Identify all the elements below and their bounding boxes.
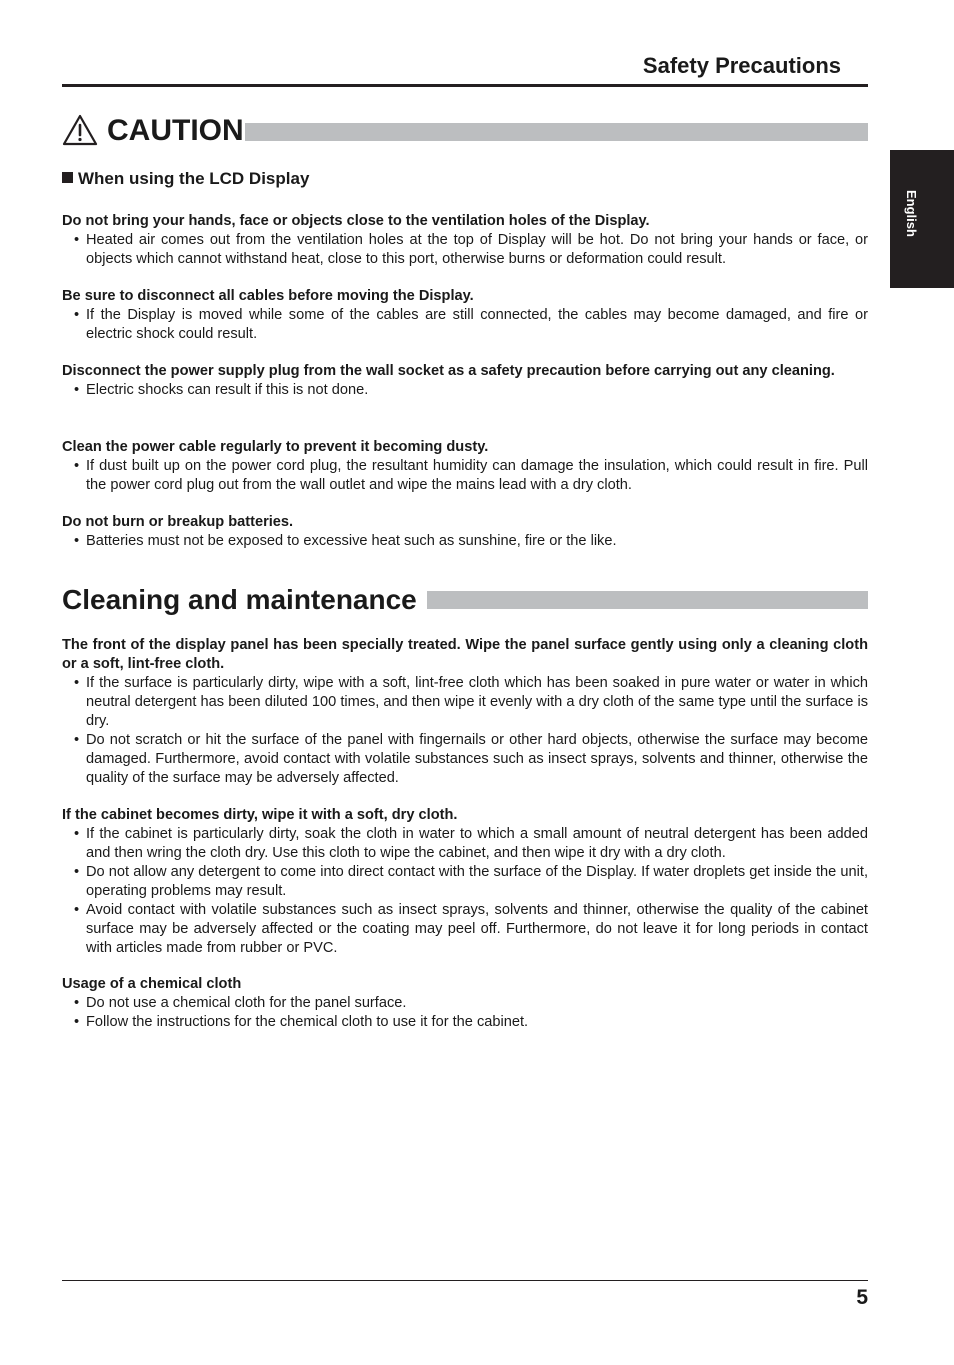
list-item: • Do not allow any detergent to come into direct contact with the surface of the Display. If water droplets get inside the unit, operating problems may result. [74,864,868,899]
caution-item-power-cable [62,438,868,495]
list-item-text: Do not allow any detergent to come into direct contact with the surface of the Display. If water droplets get inside the unit, operating problems may result. [86,864,868,899]
item-lead: Do not burn or breakup batteries. [62,514,294,530]
item-lead: Clean the power cable regularly to prevent it becoming dusty. [62,439,489,455]
item-lead: Be sure to disconnect all cables before moving the Display. [62,288,474,304]
list-item: • If the surface is particularly dirty, wipe with a soft, lint-free cloth which has been soaked in pure water or water in which neutral detergent has been diluted 100 times, and then wipe it evenly with a dry cloth of the same type until the surface is dry. [74,675,868,729]
list-item-text: Batteries must not be exposed to excessive heat such as sunshine, fire or the like. [86,533,617,549]
list-item-text: If the Display is moved while some of the cables are still connected, the cables may become damaged, and fire or electric shock could result. [86,307,868,342]
language-tab [890,150,954,288]
page-number: 5 [856,1286,868,1309]
caution-title: CAUTION [107,114,244,147]
lcd-display-subheading-text: When using the LCD Display [78,169,310,188]
list-item-text: If the cabinet is particularly dirty, soak the cloth in water to which a small amount of neutral detergent has been added and then wring the cloth dry. Use this cloth to wipe the cabinet, and then wipe it dry with a dry cloth. [86,826,868,861]
lcd-display-subheading [62,168,309,190]
list-item-text: If the surface is particularly dirty, wipe with a soft, lint-free cloth which has been soaked in pure water or water in which neutral detergent has been diluted 100 times, and then wipe it evenly with a dry cloth of the same type until the surface is dry. [86,675,868,729]
list-item: • Heated air comes out from the ventilation holes at the top of Display will be hot. Do not bring your hands or face, or objects which cannot withstand heat, close to this port, otherwise burns or deformation could result. [74,232,868,267]
cleaning-item-chemical-cloth [62,975,868,1032]
list-item: • Batteries must not be exposed to excessive heat such as sunshine, fire or the like. [74,533,617,549]
list-item: • Follow the instructions for the chemical cloth to use it for the cabinet. [74,1014,529,1030]
cleaning-heading-bar [427,591,868,609]
language-tab-label: English [904,190,919,237]
cleaning-item-cabinet [62,806,868,958]
item-lead: Disconnect the power supply plug from the wall socket as a safety precaution before carrying out any cleaning. [62,363,835,379]
list-item: • Avoid contact with volatile substances such as insect sprays, solvents and thinner, otherwise the quality of the cabinet surface may be adversely affected or the coating may peel off. Furthermore, do not leave it for long periods in contact with articles made from rubber or PVC. [74,902,868,956]
item-lead: Usage of a chemical cloth [62,976,242,992]
list-item-text: Follow the instructions for the chemical cloth to use it for the cabinet. [86,1014,529,1030]
caution-item-ventilation [62,212,868,269]
item-lead: Do not bring your hands, face or objects close to the ventilation holes of the Display. [62,213,650,229]
list-item-text: If dust built up on the power cord plug, the resultant humidity can damage the insulation, which could result in fire. Pull the power cord plug out from the wall outlet and wipe the mains lead with a dry cloth. [86,458,868,493]
caution-item-batteries [62,513,868,551]
caution-heading [62,112,868,150]
section-title: Safety Precautions [642,53,841,78]
list-item: • Do not use a chemical cloth for the panel surface. [74,995,407,1011]
warning-icon [62,114,98,146]
footer-rule [62,1280,868,1281]
list-item-text: Heated air comes out from the ventilation holes at the top of Display will be hot. Do not bring your hands or face, or objects which cannot withstand heat, close to this port, otherwise burns or deformation could result. [86,232,868,267]
list-item: • Electric shocks can result if this is not done. [74,382,369,398]
cleaning-item-panel [62,636,868,788]
list-item-text: Do not use a chemical cloth for the panel surface. [86,995,407,1011]
header-rule [62,84,868,87]
list-item: • If the Display is moved while some of the cables are still connected, the cables may become damaged, and fire or electric shock could result. [74,307,868,342]
caution-item-cables [62,287,868,344]
list-item-text: Electric shocks can result if this is not done. [86,382,369,398]
list-item-text: Avoid contact with volatile substances such as insect sprays, solvents and thinner, otherwise the quality of the cabinet surface may be adversely affected or the coating may peel off. Furthermore, do not leave it for long periods in contact with articles made from rubber or PVC. [86,902,868,956]
cleaning-title: Cleaning and maintenance [62,584,417,615]
item-lead: The front of the display panel has been specially treated. Wipe the panel surface gently using only a cleaning cloth or a soft, lint-free cloth. [62,637,868,672]
list-item: • Do not scratch or hit the surface of the panel with fingernails or other hard objects, otherwise the surface may become damaged. Furthermore, avoid contact with volatile substances such as insect sprays, solvents and thinner, otherwise the quality of the surface may be adversely affected. [74,732,868,786]
cleaning-heading [62,580,868,620]
caution-item-power-plug [62,362,868,400]
caution-heading-bar [245,123,868,141]
list-item: • If the cabinet is particularly dirty, soak the cloth in water to which a small amount of neutral detergent has been added and then wring the cloth dry. Use this cloth to wipe the cabinet, and then wipe it dry with a dry cloth. [74,826,868,861]
list-item: • If dust built up on the power cord plug, the resultant humidity can damage the insulation, which could result in fire. Pull the power cord plug out from the wall outlet and wipe the mains lead with a dry cloth. [74,458,868,493]
list-item-text: Do not scratch or hit the surface of the panel with fingernails or other hard objects, otherwise the surface may become damaged. Furthermore, avoid contact with volatile substances such as insect sprays, solvents and thinner, otherwise the quality of the surface may be adversely affected. [86,732,868,786]
item-lead: If the cabinet becomes dirty, wipe it with a soft, dry cloth. [62,807,458,823]
square-bullet-icon [62,172,73,183]
